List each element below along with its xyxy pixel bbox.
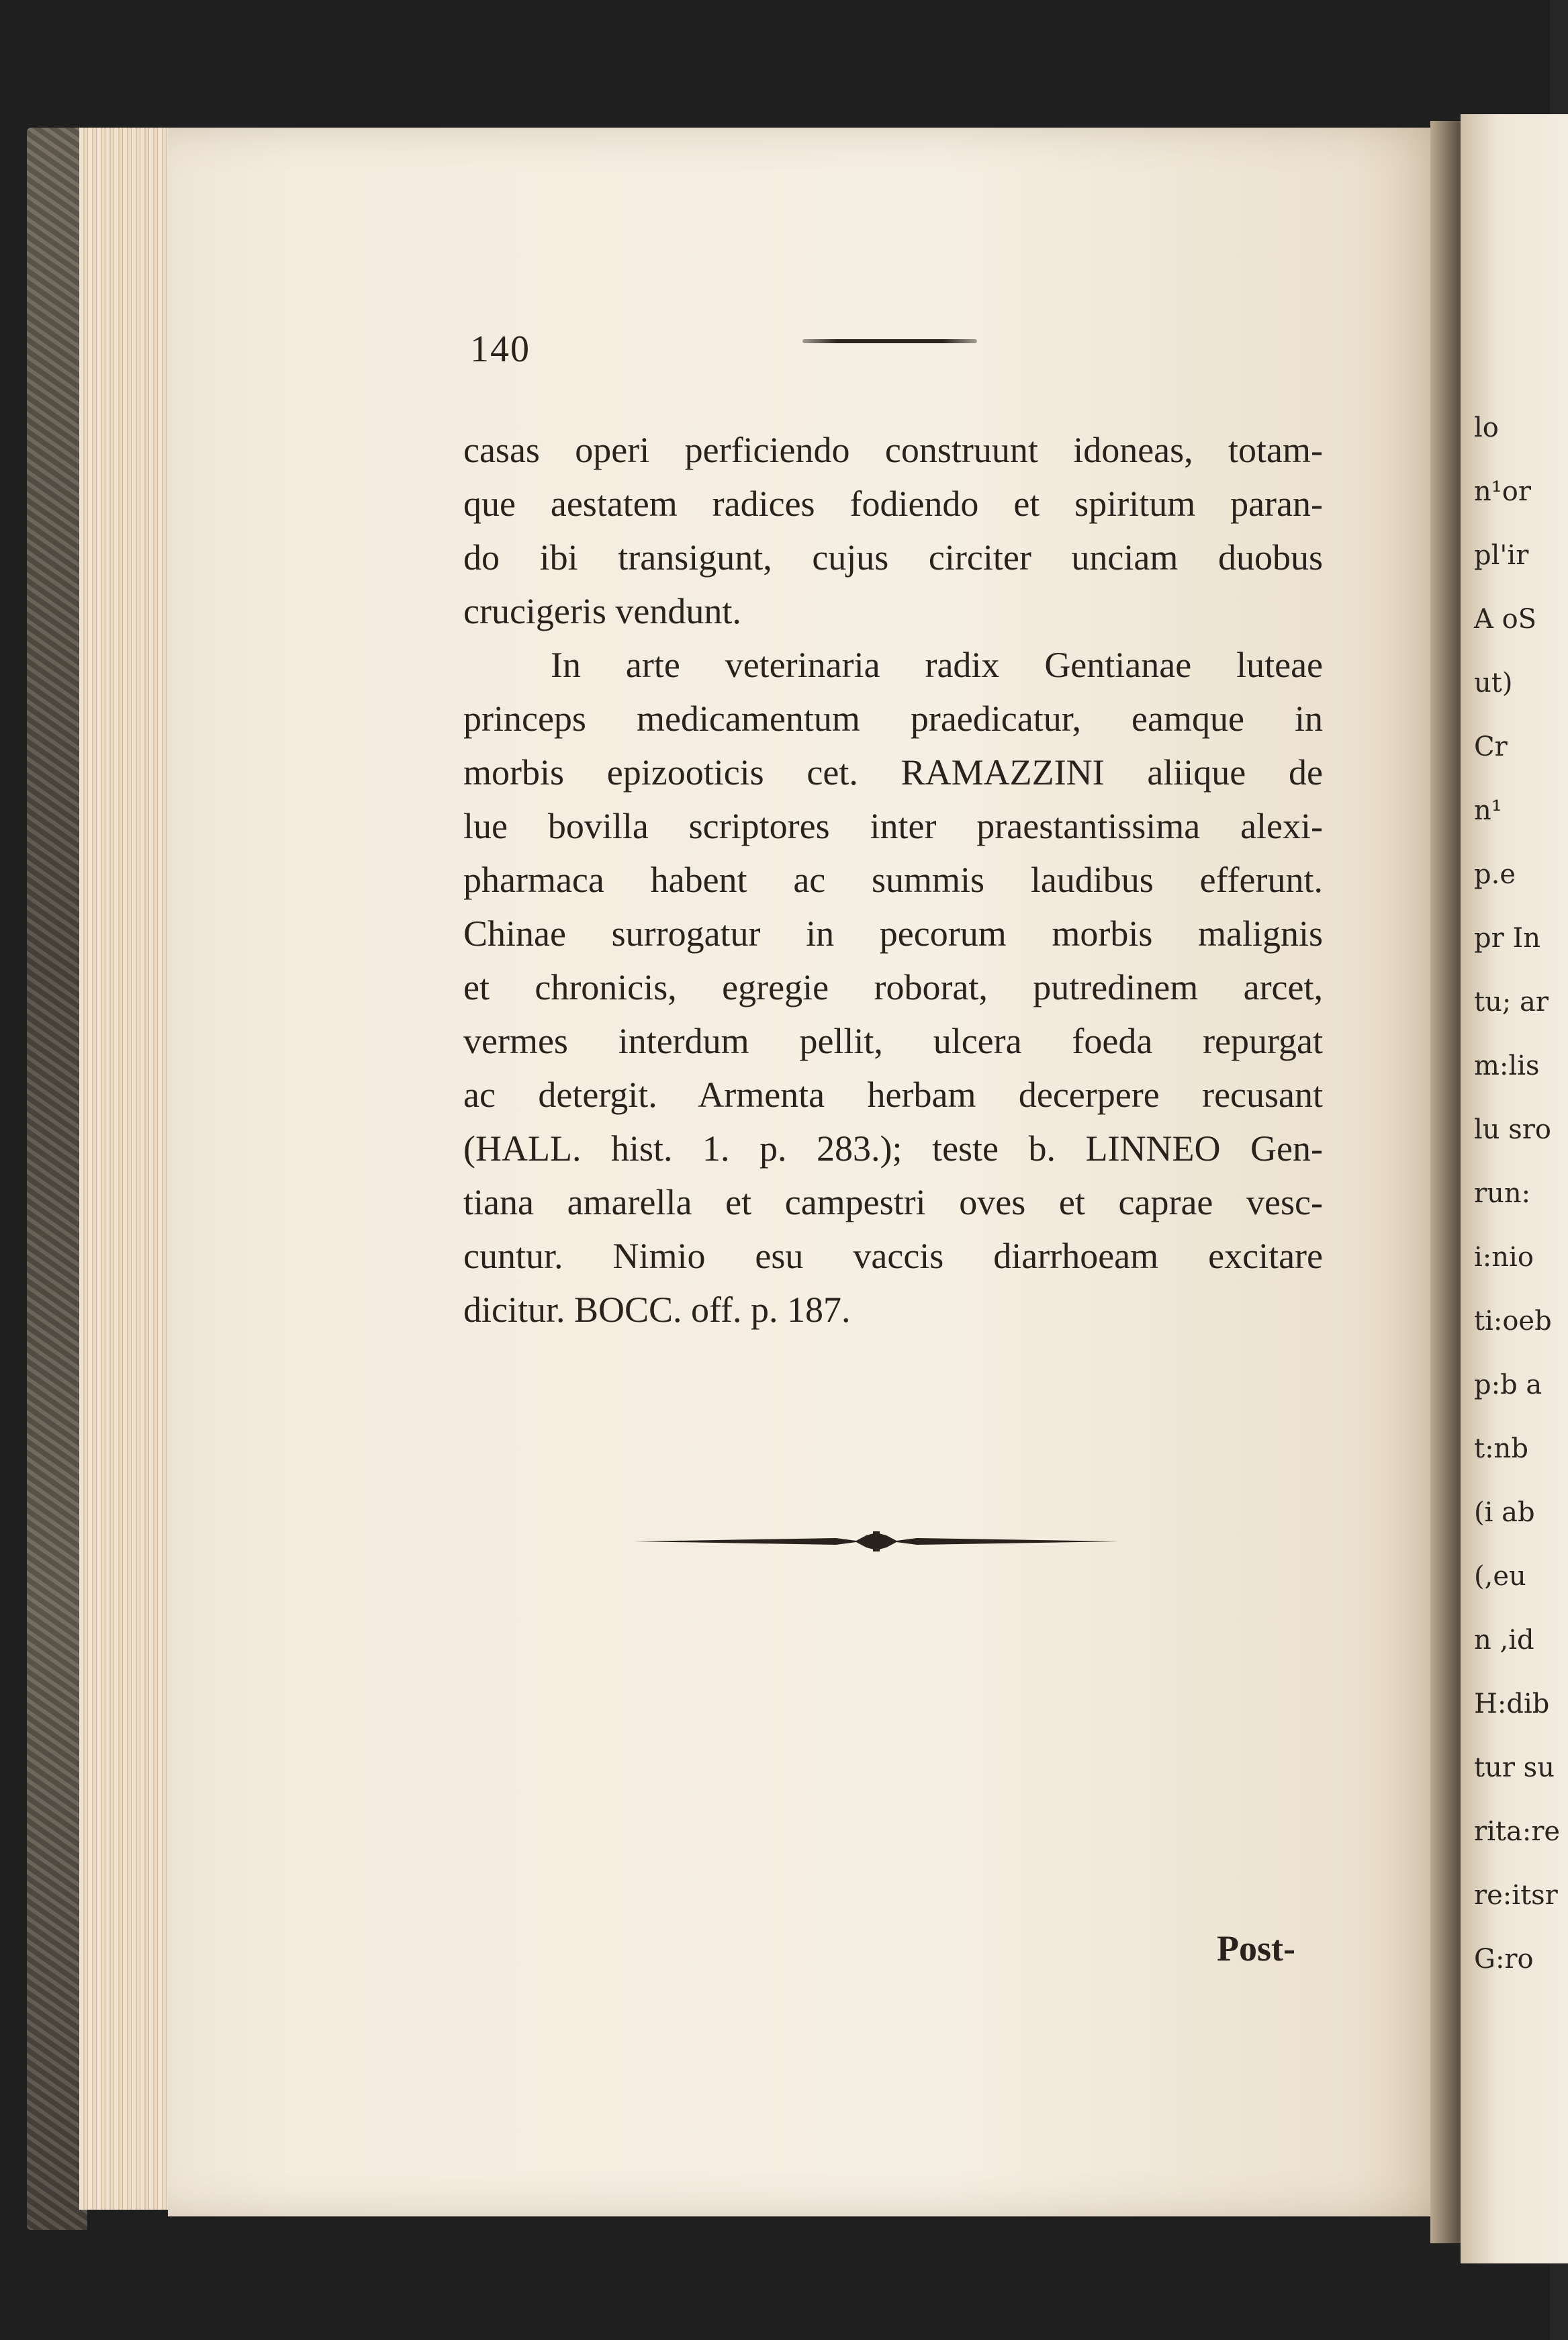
facing-page-fragment: run: xyxy=(1474,1178,1531,1209)
text-line: dicitur. BOCC. off. p. 187. xyxy=(463,1290,851,1330)
facing-page-fragment: ti:oeb xyxy=(1474,1306,1552,1337)
facing-page-fragment: t:nb xyxy=(1474,1433,1528,1464)
text-line: princeps medicamentum praedicatur, eamque in xyxy=(463,699,1323,739)
text-line: vermes interdum pellit, ulcera foeda repurgat xyxy=(463,1021,1323,1061)
facing-page-fragment: p.e xyxy=(1474,859,1516,890)
facing-page-fragment: H:dib xyxy=(1474,1689,1550,1719)
facing-page-fragment: lu sro xyxy=(1474,1114,1551,1145)
text-line: (HALL. hist. 1. p. 283.); teste b. LINNEO Gen- xyxy=(463,1128,1323,1169)
facing-page-fragment: i:nio xyxy=(1474,1242,1534,1273)
facing-page-fragment: (i ab xyxy=(1474,1497,1535,1528)
facing-page-fragment: lo xyxy=(1474,412,1499,443)
facing-page-text xyxy=(1474,396,1561,1991)
facing-page-fragment: (,eu xyxy=(1474,1561,1526,1592)
text-line: Chinae surrogatur in pecorum morbis malignis xyxy=(463,913,1323,954)
facing-page-fragment: n¹ xyxy=(1474,795,1502,826)
facing-page-fragment: tur su xyxy=(1474,1752,1555,1783)
facing-page-fragment: pr In xyxy=(1474,923,1541,954)
facing-page xyxy=(1461,114,1568,2263)
marbled-cover-board xyxy=(27,128,87,2230)
text-line: ac detergit. Armenta herbam decerpere recusant xyxy=(463,1075,1323,1115)
facing-page-fragment: rita:re xyxy=(1474,1816,1561,1847)
text-line: pharmaca habent ac summis laudibus efferunt. xyxy=(463,860,1323,900)
text-line: tiana amarella et campestri oves et caprae vesc- xyxy=(463,1182,1323,1222)
page-number: 140 xyxy=(470,328,531,370)
facing-page-fragment: tu; ar xyxy=(1474,987,1549,1018)
text-line: casas operi perficiendo construunt idoneas, totam- xyxy=(463,430,1323,470)
text-line: morbis epizooticis cet. RAMAZZINI aliique de xyxy=(463,752,1323,793)
text-line: lue bovilla scriptores inter praestantissima alexi- xyxy=(463,806,1323,846)
facing-page-fragment: p:b a xyxy=(1474,1369,1542,1400)
facing-page-fragment: re:itsr xyxy=(1474,1880,1558,1911)
text-line: do ibi transigunt, cujus circiter unciam duobus xyxy=(463,537,1323,578)
facing-page-fragment: G:ro xyxy=(1474,1944,1534,1975)
ornamental-divider xyxy=(635,1531,1118,1551)
header-rule xyxy=(802,339,977,343)
facing-page-fragment: pl'ir xyxy=(1474,540,1529,571)
facing-page-fragment: n¹or xyxy=(1474,476,1531,507)
facing-page-fragment: ut) xyxy=(1474,668,1513,699)
text-line: cuntur. Nimio esu vaccis diarrhoeam excitare xyxy=(463,1236,1323,1276)
facing-page-fragment: m:lis xyxy=(1474,1050,1540,1081)
text-line: crucigeris vendunt. xyxy=(463,591,741,631)
text-line: que aestatem radices fodiendo et spiritum paran- xyxy=(463,484,1323,524)
text-line: et chronicis, egregie roborat, putredinem arcet, xyxy=(463,967,1323,1007)
facing-page-fragment: n ,id xyxy=(1474,1625,1534,1656)
facing-page-fragment: Cr xyxy=(1474,731,1508,762)
catchword: Post- xyxy=(1217,1928,1295,1969)
facing-page-fragment: A oS xyxy=(1474,604,1537,635)
text-line: In arte veterinaria radix Gentianae luteae xyxy=(551,645,1323,685)
